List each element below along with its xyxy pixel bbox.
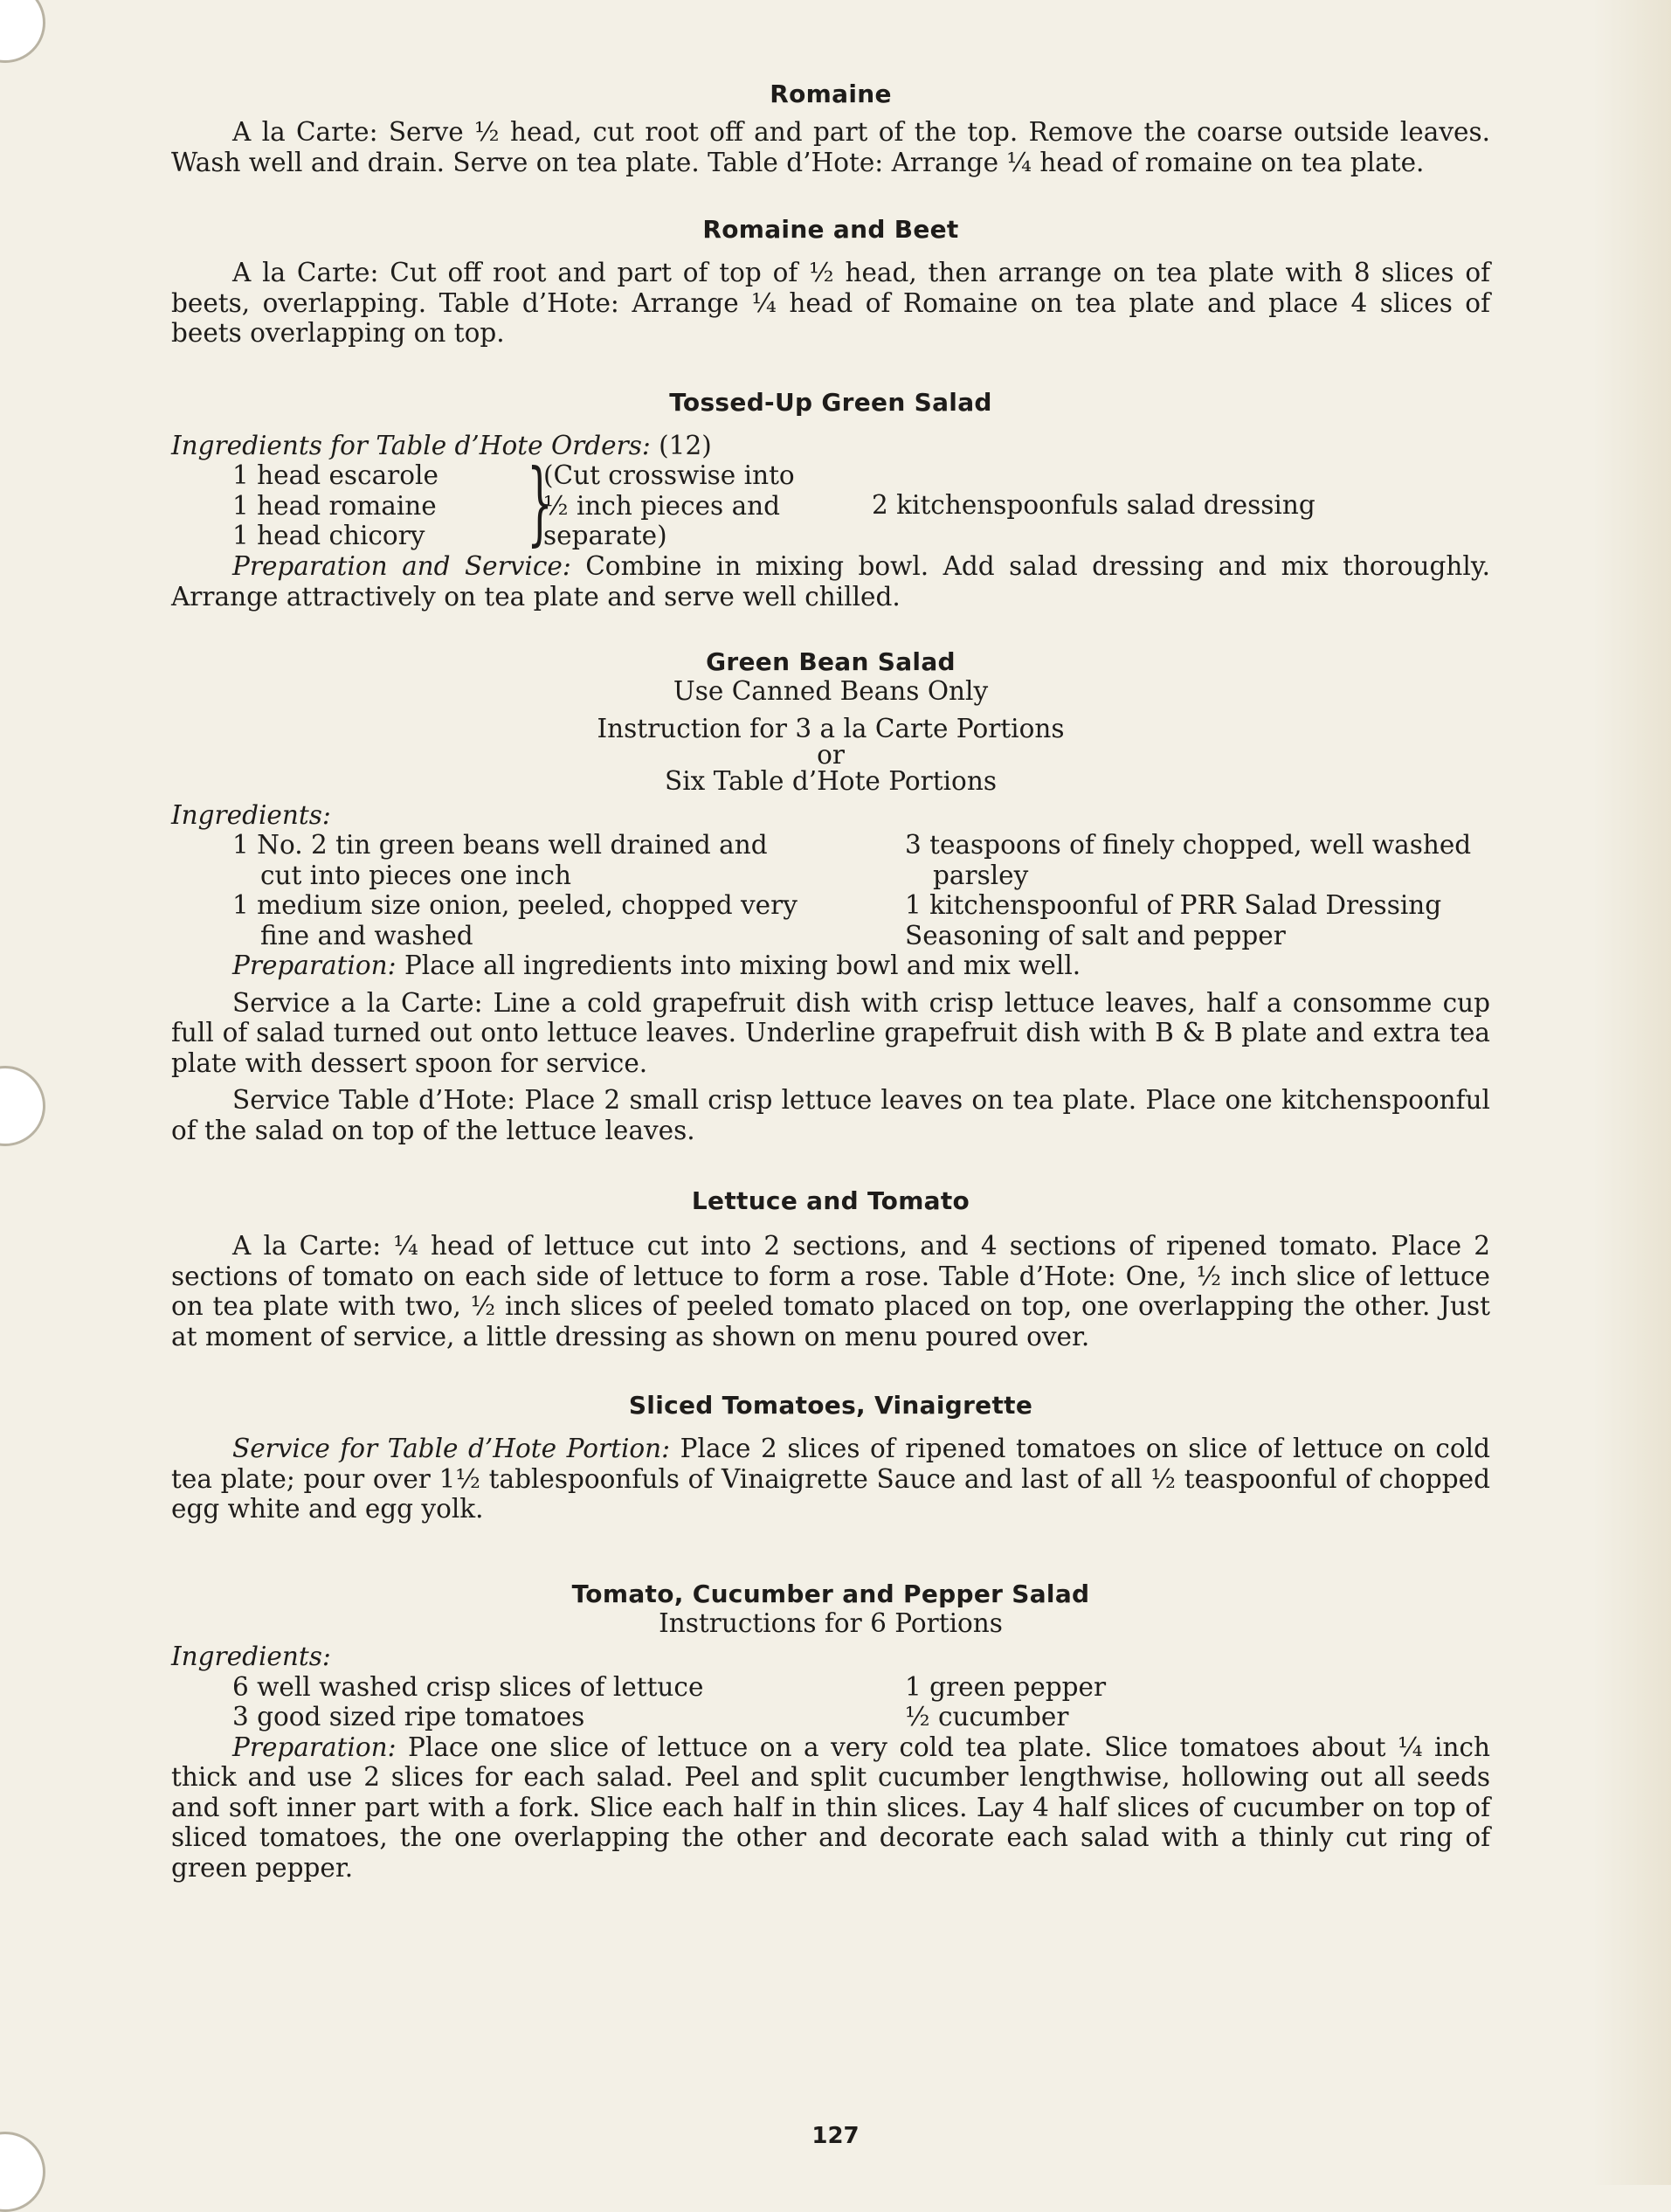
green-bean-subtitle: Use Canned Beans Only <box>673 676 989 706</box>
list-item: 3 good sized ripe tomatoes <box>232 1702 585 1732</box>
prep-text: Place one slice of lettuce on a very cold tea plate. Slice tomatoes about ¼ inch thick and use 2 slices for each salad. Peel and split cucumber lengthwise, hollowing out all seeds and soft inner part with a fork. Slice each half in thin slices. Lay 4 half slices of cucumber on top of sliced tomatoes, the one overlapping the other and decorate each salad with a thinly cut ring of green pepper. <box>171 1732 1490 1883</box>
green-bean-ingredients-right <box>905 830 1490 950</box>
tcp-ingredients-label: Ingredients: <box>171 1642 331 1671</box>
service-text: Place 2 slices of ripened tomatoes on slice of lettuce on cold tea plate; pour over 1½ tablespoonfuls of Vinaigrette Sauce and last of all ½ teaspoonful of chopped egg white and egg yolk. <box>171 1434 1490 1524</box>
tossed-ingredients-label: Ingredients for Table d’Hote Orders: <box>171 430 651 460</box>
tossed-dressing: 2 kitchenspoonfuls salad dressing <box>872 490 1315 520</box>
tcp-ingredients-left <box>171 1672 905 1732</box>
green-bean-instruction-or: or <box>817 740 845 770</box>
sliced-tomatoes-text <box>171 1434 1490 1524</box>
romaine-beet-text: A la Carte: Cut off root and part of top of ½ head, then arrange on tea plate with 8 slices of beets, overlapping. Table d’Hote: Arrange ¼ head of Romaine on tea plate and place 4 slices of beets overlapping on top. <box>171 258 1490 348</box>
tossed-ingredients-block <box>171 449 1490 556</box>
list-item: Seasoning of salt and pepper <box>905 920 1286 950</box>
binder-hole-top <box>0 0 45 63</box>
list-item: ½ cucumber <box>905 1702 1069 1732</box>
binder-hole-middle <box>0 1066 45 1146</box>
list-item: 1 green pepper <box>905 1671 1107 1702</box>
green-bean-instruction-2: Six Table d’Hote Portions <box>665 766 997 796</box>
prep-text: Place all ingredients into mixing bowl and mix well. <box>404 950 1081 980</box>
heading-lettuce-and-tomato: Lettuce and Tomato <box>691 1186 970 1215</box>
prep-label: Preparation: <box>232 1732 397 1762</box>
prep-label: Preparation: <box>232 950 397 980</box>
list-item: fine and washed <box>260 920 473 950</box>
heading-green-bean-salad: Green Bean Salad <box>706 647 956 676</box>
page-number: 127 <box>811 2123 860 2149</box>
service-label: Service for Table d’Hote Portion: <box>232 1434 671 1463</box>
list-item: 1 head chicory <box>232 521 425 550</box>
list-item: cut into pieces one inch <box>260 860 572 890</box>
green-bean-service-tdh: Service Table d’Hote: Place 2 small crisp lettuce leaves on tea plate. Place one kitchenspoonful of the salad on top of the lettuce leaves. <box>171 1085 1490 1145</box>
green-bean-preparation <box>171 950 1490 981</box>
green-bean-ingredients <box>171 830 1490 950</box>
list-item: 1 head romaine <box>232 490 437 521</box>
heading-romaine-and-beet: Romaine and Beet <box>702 215 959 244</box>
brace-glyph: } <box>527 449 553 556</box>
page-edge-shading <box>1592 0 1671 2185</box>
list-item: 1 medium size onion, peeled, chopped very <box>232 890 798 920</box>
list-item: 6 well washed crisp slices of lettuce <box>232 1671 704 1702</box>
heading-romaine: Romaine <box>770 79 892 108</box>
heading-tomato-cucumber-pepper: Tomato, Cucumber and Pepper Salad <box>571 1579 1090 1608</box>
tcp-ingredients <box>171 1672 1490 1732</box>
prep-text: Combine in mixing bowl. Add salad dressing and mix thoroughly. Arrange attractively on tea plate and serve well chilled. <box>171 551 1490 612</box>
green-bean-service-alc: Service a la Carte: Line a cold grapefruit dish with crisp lettuce leaves, half a consomme cup full of salad turned out onto lettuce leaves. Underline grapefruit dish with B & B plate and extra tea plate with dessert spoon for service. <box>171 987 1490 1078</box>
heading-tossed-green-salad: Tossed-Up Green Salad <box>669 387 992 417</box>
heading-sliced-tomatoes: Sliced Tomatoes, Vinaigrette <box>628 1391 1033 1420</box>
tossed-ingredients-line <box>171 431 1490 461</box>
tossed-ingredients-count: (12) <box>659 430 712 460</box>
list-item: 1 head escarole <box>232 460 438 490</box>
list-item: 3 teaspoons of finely chopped, well washed <box>905 830 1472 860</box>
lettuce-tomato-text: A la Carte: ¼ head of lettuce cut into 2 sections, and 4 sections of ripened tomato. Place 2 sections of tomato on each side of lettuce to form a rose. Table d’Hote: One, ½ inch slice of lettuce on tea plate with two, ½ inch slices of peeled tomato placed on top, one overlapping the other. Just at moment of service, a little dressing as shown on menu poured over. <box>171 1231 1490 1351</box>
list-item: 1 kitchenspoonful of PRR Salad Dressing <box>905 890 1442 920</box>
cut-note-line: separate) <box>543 521 667 550</box>
prep-label: Preparation and Service: <box>232 551 571 581</box>
green-bean-ingredients-left <box>171 830 905 950</box>
green-bean-ingredients-label: Ingredients: <box>171 799 331 830</box>
tossed-ingredient-list <box>171 460 521 551</box>
green-bean-instruction-1: Instruction for 3 a la Carte Portions <box>597 713 1065 743</box>
cut-note-line: ½ inch pieces and <box>543 490 781 521</box>
tcp-ingredients-right <box>905 1672 1490 1732</box>
page-content <box>171 77 1490 1883</box>
tcp-preparation <box>171 1732 1490 1884</box>
romaine-text: A la Carte: Serve ½ head, cut root off and part of the top. Remove the coarse outside leaves. Wash well and drain. Serve on tea plate. Table d’Hote: Arrange ¼ head of romaine on tea plate. <box>171 117 1490 177</box>
tossed-cut-note <box>543 460 872 551</box>
tcp-subtitle: Instructions for 6 Portions <box>659 1607 1003 1638</box>
tossed-preparation <box>171 551 1490 612</box>
list-item: 1 No. 2 tin green beans well drained and <box>232 830 768 860</box>
cut-note-line: (Cut crosswise into <box>543 460 795 490</box>
list-item: parsley <box>933 860 1029 890</box>
